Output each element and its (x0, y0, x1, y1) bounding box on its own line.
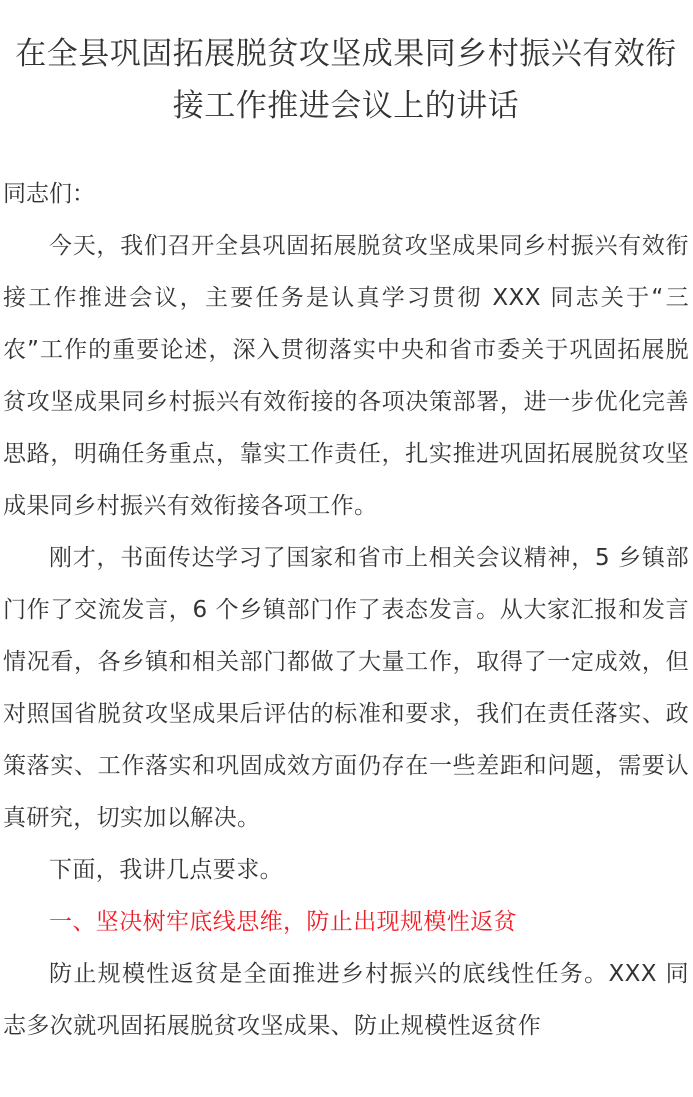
paragraph-1: 今天，我们召开全县巩固拓展脱贫攻坚成果同乡村振兴有效衔接工作推进会议，主要任务是认真学习贯彻 XXX 同志关于“三农”工作的重要论述，深入贯彻落实中央和省市委关于巩固拓展脱贫攻坚成果同乡村振兴有效衔接的各项决策部署，进一步优化完善思路，明确任务重点，靠实工作责任，扎实推进巩固拓展脱贫攻坚成果同乡村振兴有效衔接各项工作。 (3, 233, 689, 519)
paragraph-4: 防止规模性返贫是全面推进乡村振兴的底线性任务。XXX 同志多次就巩固拓展脱贫攻坚成果、防止规模性返贫作 (3, 961, 689, 1039)
paragraph-3: 下面，我讲几点要求。 (49, 857, 283, 883)
paragraph-2: 刚才，书面传达学习了国家和省市上相关会议精神，5 乡镇部门作了交流发言，6 个乡镇部门作了表态发言。从大家汇报和发言情况看，各乡镇和相关部门都做了大量工作，取得了一定成效，但对照国省脱贫攻坚成果后评估的标准和要求，我们在责任落实、政策落实、工作落实和巩固成效方面仍存在一些差距和问题，需要认真研究，切实加以解决。 (3, 545, 689, 831)
section-heading-1: 一、坚决树牢底线思维，防止出现规模性返贫 (49, 909, 517, 935)
greeting: 同志们： (3, 181, 95, 207)
document-title: 在全县巩固拓展脱贫攻坚成果同乡村振兴有效衔接工作推进会议上的讲话 (15, 36, 677, 124)
